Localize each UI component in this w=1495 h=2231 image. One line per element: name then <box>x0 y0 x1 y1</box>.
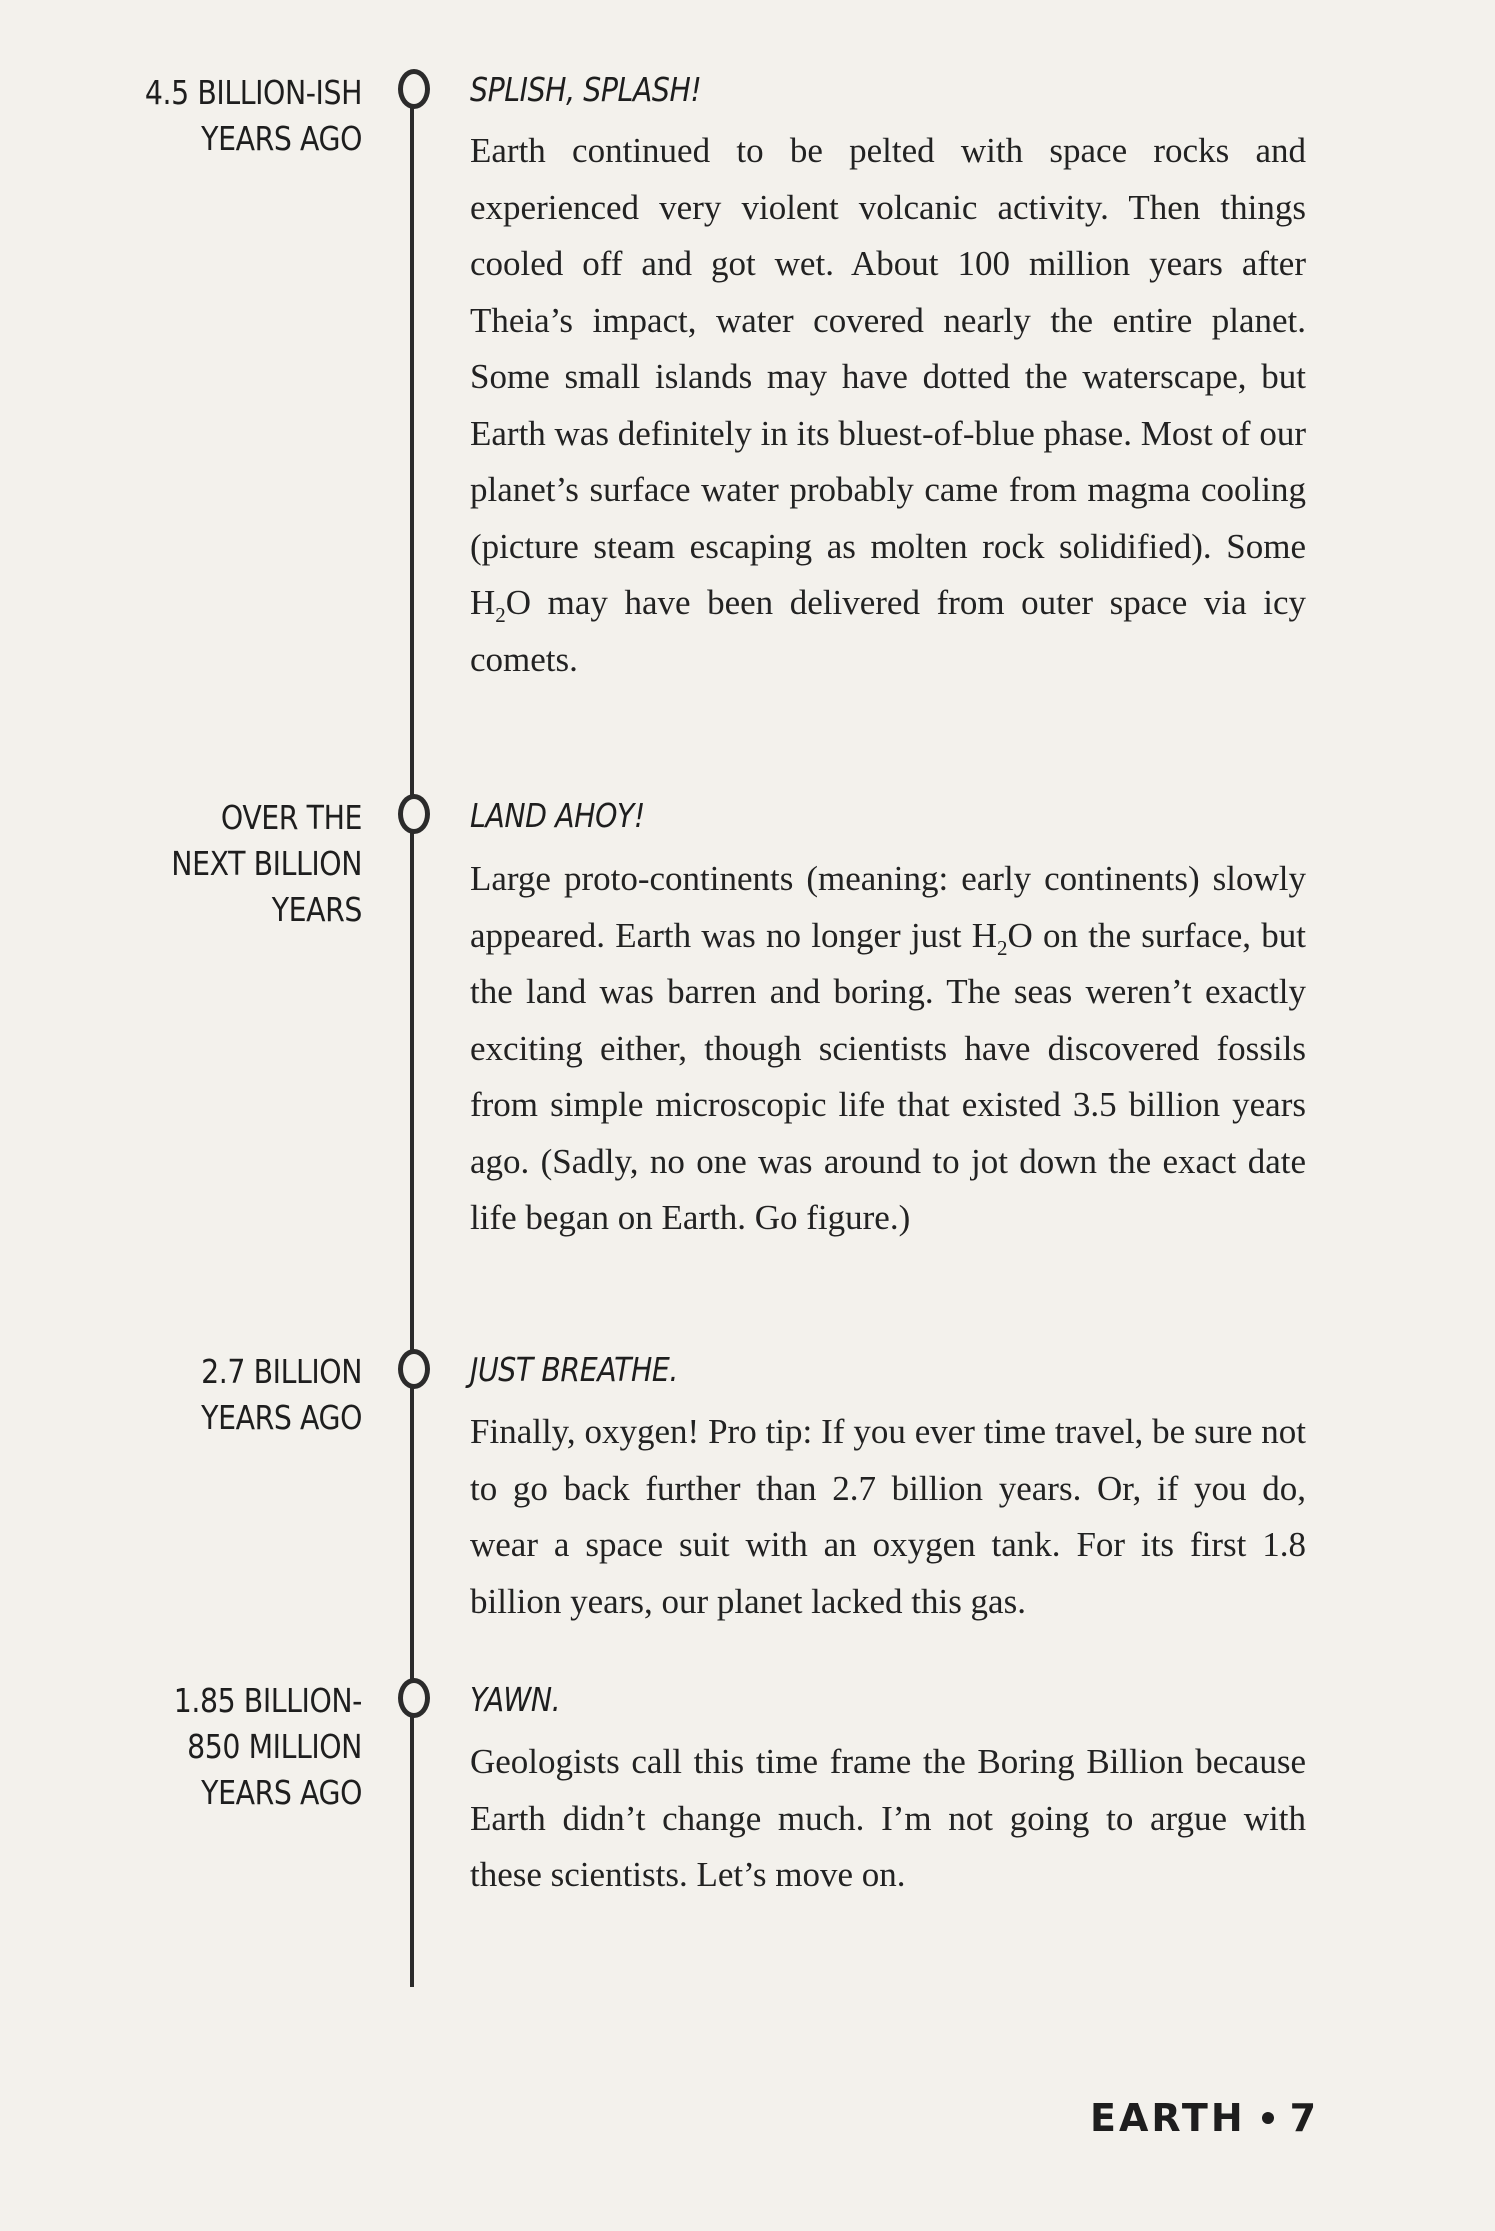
entry-body: Finally, oxygen! Pro tip: If you ever time travel, be sure not to go back further than 2.7 billion years. Or, if you do, wear a space suit with an oxygen tank. For its first 1.8 billion years, our planet lacked this gas. <box>470 1412 1306 1621</box>
timeline-node <box>398 69 430 109</box>
date-line: YEARS <box>271 890 362 929</box>
timeline-node <box>398 794 430 834</box>
entry-date <box>102 1678 362 1816</box>
page-number: 7 <box>1289 2096 1320 2140</box>
entry-heading: LAND AHOY! <box>470 796 645 835</box>
date-line: YEARS AGO <box>201 1773 362 1812</box>
date-line: 2.7 BILLION <box>201 1352 362 1391</box>
entry-heading: SPLISH, SPLASH! <box>470 70 702 109</box>
footer-section-title: EARTH <box>1090 2096 1246 2140</box>
entry-heading: JUST BREATHE. <box>470 1350 679 1389</box>
date-line: 4.5 BILLION-ISH <box>144 73 362 112</box>
date-line: NEXT BILLION <box>171 844 362 883</box>
entry-body: Earth continued to be pelted with space rocks and experienced very violent volcanic activity. Then things cooled off and got wet. About 100 million years after Theia’s impact, water covered nearly the entire planet. Some small islands may have dotted the waterscape, but Earth was definitely in its bluest-of-blue phase. Most of our planet’s surface water probably came from magma cooling (picture steam escaping as molten rock solidified). Some $H_2O$ may have been delivered from outer space via icy comets. <box>470 131 1306 679</box>
entry-date <box>102 1349 362 1441</box>
timeline-node <box>398 1349 430 1389</box>
entry-heading: YAWN. <box>470 1680 561 1719</box>
date-line: 1.85 BILLION- <box>173 1681 362 1720</box>
date-line: YEARS AGO <box>201 119 362 158</box>
bullet-dot-icon <box>1262 2112 1274 2124</box>
entry-date <box>102 795 362 933</box>
page-footer <box>1090 2096 1320 2140</box>
entry-body: Large proto-continents (meaning: early continents) slowly appeared. Earth was no longer just $H_2O$ on the surface, but the land was barren and boring. The seas weren’t exactly exciting either, though scientists have discovered fossils from simple microscopic life that existed 3.5 billion years ago. (Sadly, no one was around to jot down the exact date life began on Earth. Go figure.) <box>470 859 1306 1237</box>
entry-date <box>102 70 362 162</box>
date-line: YEARS AGO <box>201 1398 362 1437</box>
date-line: OVER THE <box>220 798 362 837</box>
date-line: 850 MILLION <box>187 1727 362 1766</box>
entry-body: Geologists call this time frame the Boring Billion because Earth didn’t change much. I’m not going to argue with these scientists. Let’s move on. <box>470 1742 1306 1894</box>
timeline-node <box>398 1678 430 1718</box>
